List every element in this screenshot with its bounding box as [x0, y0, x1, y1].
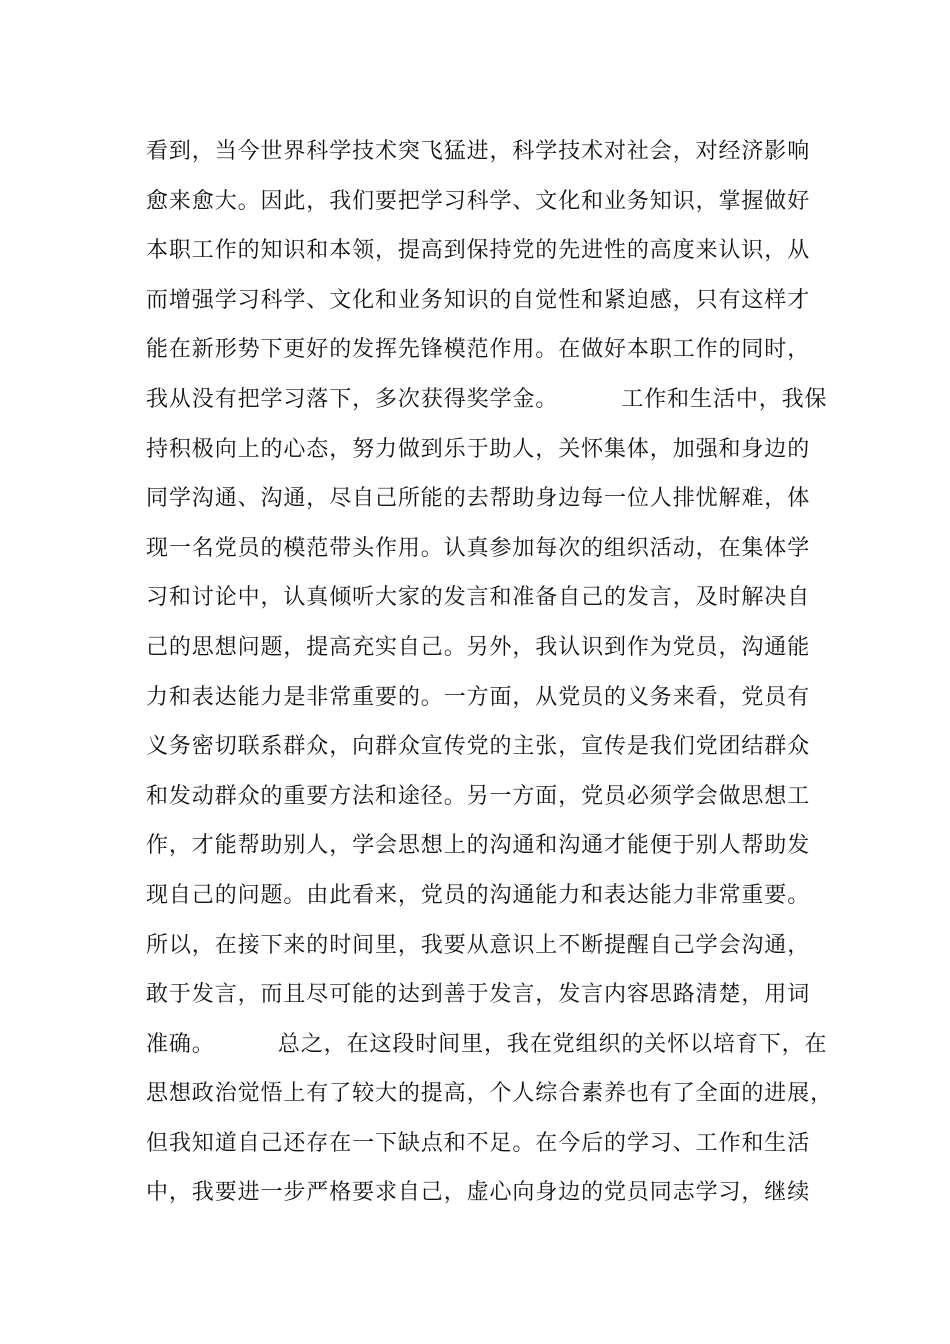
- text-line: 习和讨论中，认真倾听大家的发言和准备自己的发言，及时解决自: [146, 585, 811, 611]
- text-line: 所以，在接下来的时间里，我要从意识上不断提醒自己学会沟通，: [146, 932, 811, 958]
- text-line: 义务密切联系群众，向群众宣传党的主张，宣传是我们党团结群众: [146, 734, 811, 760]
- text-line: 愈来愈大。因此，我们要把学习科学、文化和业务知识，掌握做好: [146, 188, 811, 214]
- text-line: 力和表达能力是非常重要的。一方面，从党员的义务来看，党员有: [146, 684, 811, 710]
- text-line: 持积极向上的心态，努力做到乐于助人，关怀集体，加强和身边的: [146, 436, 811, 462]
- text-line: 作，才能帮助别人，学会思想上的沟通和沟通才能便于别人帮助发: [146, 833, 811, 859]
- text-line: 现自己的问题。由此看来，党员的沟通能力和表达能力非常重要。: [146, 882, 811, 908]
- text-line: 和发动群众的重要方法和途径。另一方面，党员必须学会做思想工: [146, 783, 811, 809]
- text-line: 己的思想问题，提高充实自己。另外，我认识到作为党员，沟通能: [146, 634, 811, 660]
- text-line: 思想政治觉悟上有了较大的提高，个人综合素养也有了全面的进展，: [146, 1081, 834, 1107]
- text-line: 本职工作的知识和本领，提高到保持党的先进性的高度来认识，从: [146, 238, 811, 264]
- text-line: 但我知道自己还存在一下缺点和不足。在今后的学习、工作和生活: [146, 1130, 811, 1156]
- text-line: 我从没有把学习落下，多次获得奖学金。 工作和生活中，我保: [146, 386, 828, 412]
- text-line: 准确。 总之，在这段时间里，我在党组织的关怀以培育下，在: [146, 1031, 828, 1057]
- text-line: 能在新形势下更好的发挥先锋模范作用。在做好本职工作的同时，: [146, 337, 811, 363]
- text-line: 看到，当今世界科学技术突飞猛进，科学技术对社会，对经济影响: [146, 139, 811, 164]
- text-line: 敢于发言，而且尽可能的达到善于发言，发言内容思路清楚，用词: [146, 982, 811, 1008]
- text-line: 同学沟通、沟通，尽自己所能的去帮助身边每一位人排忧解难，体: [146, 486, 811, 512]
- text-line: 现一名党员的模范带头作用。认真参加每次的组织活动，在集体学: [146, 535, 811, 561]
- text-line: 中，我要进一步严格要求自己，虚心向身边的党员同志学习，继续: [146, 1180, 811, 1206]
- body-text: [146, 134, 834, 1225]
- text-line: 而增强学习科学、文化和业务知识的自觉性和紧迫感，只有这样才: [146, 287, 811, 313]
